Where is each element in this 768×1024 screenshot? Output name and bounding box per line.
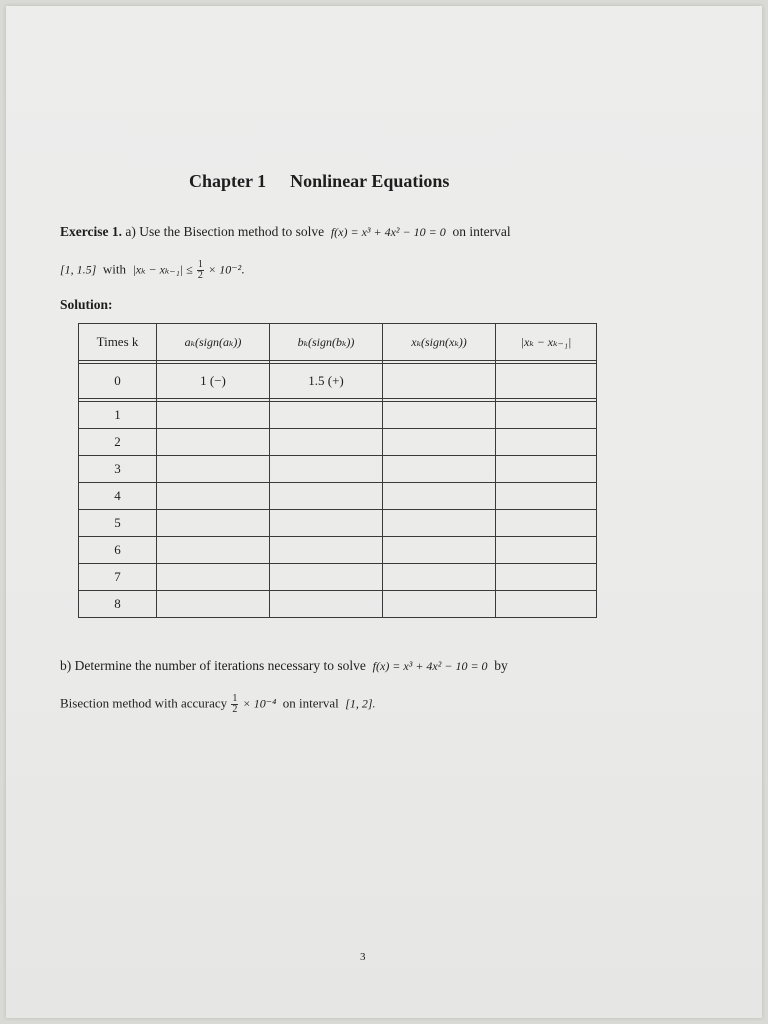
header-abs-diff: |xₖ − xₖ₋₁| xyxy=(496,324,597,361)
chapter-heading xyxy=(189,171,449,192)
cell-x[interactable] xyxy=(383,483,496,510)
bleed-through-text xyxy=(76,156,79,170)
exercise-on-interval: on interval xyxy=(452,224,511,239)
cell-k: 5 xyxy=(79,510,157,537)
fraction-denominator: 2 xyxy=(232,704,238,715)
cell-a[interactable] xyxy=(157,510,270,537)
cell-k: 7 xyxy=(79,564,157,591)
cell-diff[interactable] xyxy=(496,483,597,510)
cell-k: 3 xyxy=(79,456,157,483)
exercise-label: Exercise 1. xyxy=(60,224,122,239)
header-times-k: Times k xyxy=(79,324,157,361)
table-row xyxy=(79,537,597,564)
table-header-row xyxy=(79,324,597,361)
part-b-line-2 xyxy=(60,694,376,715)
cell-a[interactable] xyxy=(157,429,270,456)
table-row xyxy=(79,483,597,510)
cell-diff[interactable] xyxy=(496,364,597,399)
cell-a[interactable] xyxy=(157,483,270,510)
cell-x[interactable] xyxy=(383,510,496,537)
header-a-k: aₖ(sign(aₖ)) xyxy=(157,324,270,361)
exercise-criterion-rhs: × 10⁻² xyxy=(208,262,242,277)
part-b-equation: f(x) = x³ + 4x² − 10 = 0 xyxy=(372,659,488,673)
exercise-criterion-lhs: |xₖ − xₖ₋₁| ≤ xyxy=(132,262,193,277)
paper-sheet xyxy=(6,6,762,1018)
table-row xyxy=(79,591,597,618)
cell-k: 0 xyxy=(79,364,157,399)
bisection-table xyxy=(78,323,597,618)
part-b-intro: b) Determine the number of iterations necessary to solve xyxy=(60,658,366,673)
exercise-equation: f(x) = x³ + 4x² − 10 = 0 xyxy=(330,225,446,239)
cell-k: 1 xyxy=(79,402,157,429)
exercise-criterion-fraction xyxy=(197,260,204,281)
part-b-line-1 xyxy=(60,658,508,674)
fraction-denominator: 2 xyxy=(197,270,203,281)
cell-k: 4 xyxy=(79,483,157,510)
cell-x[interactable] xyxy=(383,537,496,564)
cell-a[interactable] xyxy=(157,456,270,483)
cell-x[interactable] xyxy=(383,364,496,399)
cell-a[interactable] xyxy=(157,564,270,591)
part-b-accuracy-fraction xyxy=(231,694,238,715)
cell-b[interactable] xyxy=(270,429,383,456)
part-b-accuracy-intro: Bisection method with accuracy xyxy=(60,695,228,711)
cell-a[interactable] xyxy=(157,537,270,564)
cell-diff[interactable] xyxy=(496,402,597,429)
exercise-part-a-intro: a) Use the Bisection method to solve xyxy=(125,224,325,239)
cell-b[interactable] xyxy=(270,591,383,618)
page-number: 3 xyxy=(360,951,366,963)
cell-b[interactable] xyxy=(270,483,383,510)
cell-b[interactable] xyxy=(270,537,383,564)
cell-a[interactable] xyxy=(157,591,270,618)
table-row xyxy=(79,564,597,591)
cell-b[interactable] xyxy=(270,456,383,483)
cell-diff[interactable] xyxy=(496,537,597,564)
cell-k: 2 xyxy=(79,429,157,456)
cell-diff[interactable] xyxy=(496,456,597,483)
header-x-k: xₖ(sign(xₖ)) xyxy=(383,324,496,361)
solution-label: Solution: xyxy=(60,297,113,312)
table-row xyxy=(79,510,597,537)
table-row xyxy=(79,402,597,429)
chapter-number: Chapter 1 xyxy=(189,171,267,191)
cell-b[interactable] xyxy=(270,564,383,591)
cell-b: 1.5 (+) xyxy=(270,364,383,399)
table-row xyxy=(79,364,597,399)
part-b-on-interval: on interval xyxy=(282,695,339,711)
part-b-interval: [1, 2]. xyxy=(345,696,376,711)
table-row xyxy=(79,429,597,456)
cell-diff[interactable] xyxy=(496,591,597,618)
cell-diff[interactable] xyxy=(496,510,597,537)
cell-x[interactable] xyxy=(383,591,496,618)
cell-diff[interactable] xyxy=(496,429,597,456)
cell-k: 6 xyxy=(79,537,157,564)
cell-x[interactable] xyxy=(383,456,496,483)
cell-x[interactable] xyxy=(383,564,496,591)
part-b-accuracy-rhs: × 10⁻⁴ xyxy=(242,696,277,711)
cell-k: 8 xyxy=(79,591,157,618)
cell-a[interactable] xyxy=(157,402,270,429)
exercise-interval: [1, 1.5] xyxy=(60,262,97,277)
cell-x[interactable] xyxy=(383,402,496,429)
cell-b[interactable] xyxy=(270,510,383,537)
part-b-by: by xyxy=(494,658,508,673)
cell-diff[interactable] xyxy=(496,564,597,591)
exercise-line-1 xyxy=(60,224,511,240)
cell-x[interactable] xyxy=(383,429,496,456)
chapter-title: Nonlinear Equations xyxy=(290,171,450,191)
table-row xyxy=(79,456,597,483)
cell-b[interactable] xyxy=(270,402,383,429)
fraction-numerator: 1 xyxy=(232,693,238,704)
header-b-k: bₖ(sign(bₖ)) xyxy=(270,324,383,361)
fraction-numerator: 1 xyxy=(197,259,203,270)
cell-a: 1 (−) xyxy=(157,364,270,399)
exercise-with: with xyxy=(102,261,126,277)
exercise-line-2: [1, 1.5] with |xₖ − xₖ₋₁| ≤ $\frac{1}{2}$ × 10⁻². xyxy=(60,259,245,281)
